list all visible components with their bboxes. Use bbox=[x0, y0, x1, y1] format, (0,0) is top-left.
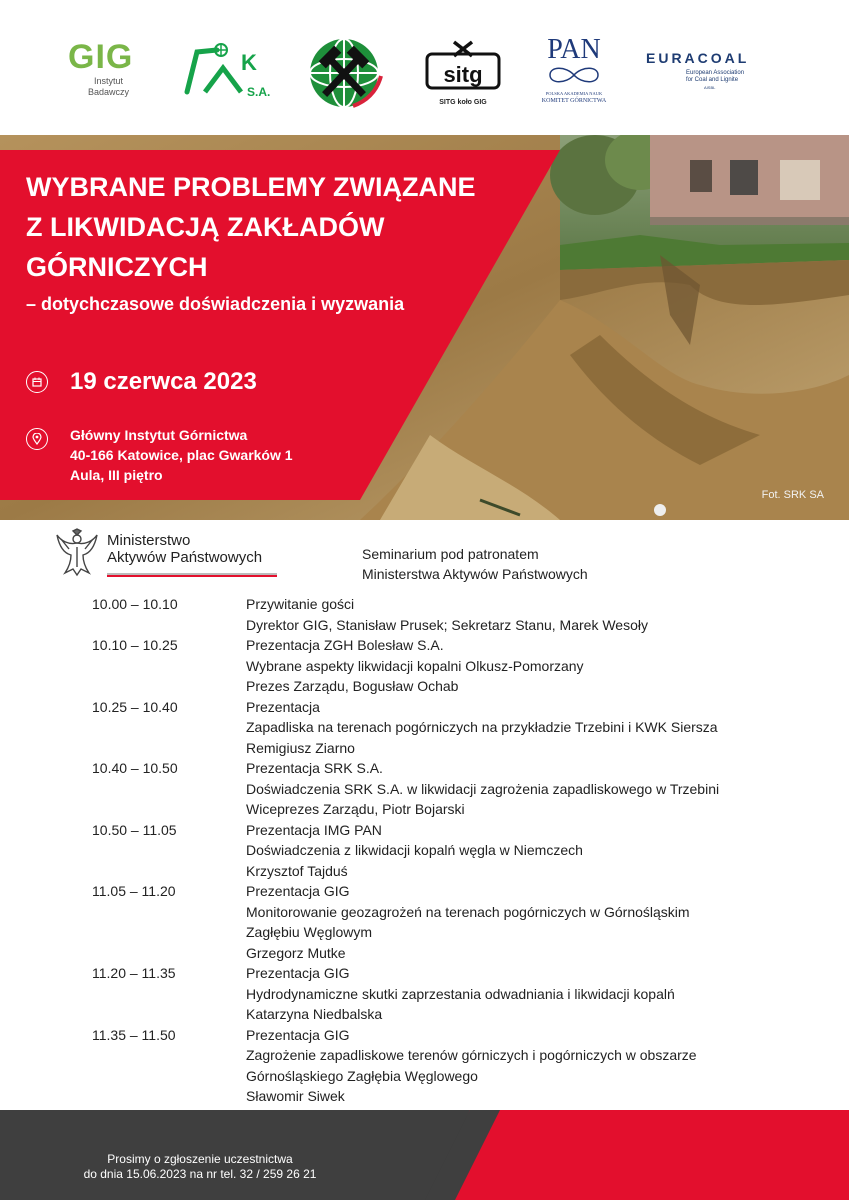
event-title bbox=[26, 167, 546, 287]
event-subtitle: – dotychczasowe doświadczenia i wyzwania bbox=[26, 294, 405, 314]
registration-line-1: Prosimy o zgłoszenie uczestnictwa bbox=[107, 1152, 293, 1166]
agenda-line: Prezentacja SRK S.A. bbox=[246, 760, 383, 776]
calendar-icon bbox=[26, 371, 48, 393]
pan-logo-line1: POLSKA AKADEMIA NAUK bbox=[545, 91, 603, 96]
gig-logo-line1: Instytut bbox=[94, 76, 124, 86]
agenda-line: Dyrektor GIG, Stanisław Prusek; Sekretarz Stanu, Marek Wesoły bbox=[246, 616, 648, 633]
agenda-details bbox=[246, 594, 648, 635]
agenda-line: Prezentacja ZGH Bolesław S.A. bbox=[246, 637, 444, 653]
agenda-time: 11.35 – 11.50 bbox=[92, 1026, 176, 1043]
agenda-item bbox=[92, 1025, 812, 1107]
event-date-row bbox=[26, 368, 257, 396]
agenda-item bbox=[92, 758, 812, 820]
agenda-time: 10.00 – 10.10 bbox=[92, 596, 178, 612]
agenda-line: Przywitanie gości bbox=[246, 596, 355, 612]
agenda-line: Wybrane aspekty likwidacji kopalni Olkusz-Pomorzany bbox=[246, 657, 584, 674]
patronage-line-1: Seminarium pod patronatem bbox=[362, 546, 539, 562]
agenda-line: Sławomir Siwek bbox=[246, 1088, 345, 1104]
event-date: 19 czerwca 2023 bbox=[70, 368, 257, 395]
agenda-item bbox=[92, 697, 812, 759]
agenda-line: Prezentacja GIG bbox=[246, 883, 350, 899]
agenda-line: Górnośląskiego Zagłębia Węglowego bbox=[246, 1067, 478, 1084]
agenda-details bbox=[246, 635, 584, 697]
infinity-icon bbox=[532, 64, 616, 86]
euracoal-logo-line1: European Association bbox=[686, 70, 745, 76]
ministry-name bbox=[107, 532, 262, 566]
agenda-line: Zagłębiu Węglowym bbox=[246, 924, 373, 940]
gig-logo-subtitle bbox=[88, 76, 129, 98]
agenda-line: Doświadczenia SRK S.A. w likwidacji zagrożenia zapadliskowego w Trzebini bbox=[246, 780, 720, 797]
partner-logos bbox=[0, 0, 849, 135]
euracoal-logo-line3: AISBL bbox=[704, 85, 716, 90]
euracoal-logo-tagline bbox=[646, 70, 796, 91]
agenda-line: Prezentacja bbox=[246, 698, 320, 715]
agenda-line: Prezentacja GIG bbox=[246, 965, 350, 981]
gig-logo bbox=[68, 40, 148, 100]
ministry-flag-stripe bbox=[107, 573, 277, 577]
agenda-item bbox=[92, 881, 812, 963]
agenda-line: Zagrożenie zapadliskowe terenów górniczych i pogórniczych w obszarze bbox=[246, 1047, 697, 1063]
srk-logo bbox=[183, 40, 283, 105]
pan-logo-mark: PAN bbox=[547, 34, 601, 65]
agenda-line: Hydrodynamiczne skutki zaprzestania odwadniania i likwidacji kopalń bbox=[246, 985, 675, 1002]
patronage-note bbox=[362, 544, 588, 584]
ministry-line-2: Aktywów Państwowych bbox=[107, 549, 263, 566]
agenda-time: 11.05 – 11.20 bbox=[92, 883, 176, 899]
agenda-line: Monitorowanie geozagrożeń na terenach pogórniczych w Górnośląskim bbox=[246, 903, 690, 920]
euracoal-logo-mark: EURACOAL bbox=[646, 50, 750, 66]
location-pin-icon bbox=[26, 428, 48, 450]
agenda-line: Remigiusz Ziarno bbox=[246, 739, 355, 756]
agenda-line: Prezentacja GIG bbox=[246, 1026, 350, 1043]
ministry-logo bbox=[55, 527, 285, 582]
event-location-row bbox=[26, 425, 293, 485]
agenda-item bbox=[92, 594, 812, 635]
agenda-line: Doświadczenia z likwidacji kopalń węgla w Niemczech bbox=[246, 842, 583, 858]
event-title-line-2: Z LIKWIDACJĄ ZAKŁADÓW bbox=[26, 212, 385, 242]
srk-logo-k: K bbox=[241, 50, 257, 75]
agenda-details bbox=[246, 963, 675, 1025]
agenda-item bbox=[92, 635, 812, 697]
agenda-line: Prezes Zarządu, Bogusław Ochab bbox=[246, 678, 459, 694]
mining-hammers-logo bbox=[305, 36, 383, 110]
agenda-line: Prezentacja IMG PAN bbox=[246, 821, 382, 838]
agenda-line: Grzegorz Mutke bbox=[246, 944, 346, 961]
event-location bbox=[70, 425, 293, 485]
photo-credit: Fot. SRK SA bbox=[761, 489, 824, 501]
agenda-item bbox=[92, 963, 812, 1025]
agenda-details bbox=[246, 820, 583, 882]
sitg-logo bbox=[424, 40, 502, 104]
agenda-line: Krzysztof Tajduś bbox=[246, 862, 348, 879]
event-title-line-1: WYBRANE PROBLEMY ZWIĄZANE bbox=[26, 172, 476, 202]
location-line-3: Aula, III piętro bbox=[70, 467, 163, 483]
agenda-time: 10.10 – 10.25 bbox=[92, 637, 178, 653]
agenda bbox=[92, 594, 812, 1127]
agenda-item bbox=[92, 820, 812, 882]
ministry-line-1: Ministerstwo bbox=[107, 532, 191, 549]
pan-logo bbox=[532, 36, 616, 108]
registration-line-2: do dnia 15.06.2023 na nr tel. 32 / 259 26 21 bbox=[83, 1167, 317, 1181]
agenda-line: Wiceprezes Zarządu, Piotr Bojarski bbox=[246, 801, 465, 817]
euracoal-logo-line2: for Coal and Lignite bbox=[686, 77, 739, 83]
gig-logo-line2: Badawczy bbox=[88, 87, 130, 97]
sitg-logo-mark: sitg bbox=[443, 62, 483, 87]
event-title-line-3: GÓRNICZYCH bbox=[26, 252, 208, 282]
srk-logo-graphic bbox=[183, 40, 283, 105]
patronage-line-2: Ministerstwa Aktywów Państwowych bbox=[362, 566, 588, 582]
agenda-details bbox=[246, 1025, 697, 1107]
hero-banner bbox=[0, 135, 849, 520]
agenda-details bbox=[246, 758, 719, 820]
agenda-details bbox=[246, 881, 690, 963]
agenda-time: 11.20 – 11.35 bbox=[92, 965, 176, 981]
location-line-1: Główny Instytut Górnictwa bbox=[70, 427, 248, 443]
polish-eagle-icon bbox=[55, 527, 99, 579]
agenda-time: 10.25 – 10.40 bbox=[92, 698, 178, 715]
agenda-line: Zapadliska na terenach pogórniczych na przykładzie Trzebini i KWK Siersza bbox=[246, 719, 718, 735]
agenda-time: 10.40 – 10.50 bbox=[92, 760, 178, 776]
agenda-line: Katarzyna Niedbalska bbox=[246, 1006, 383, 1022]
agenda-time: 10.50 – 11.05 bbox=[92, 821, 177, 838]
registration-note bbox=[0, 1152, 400, 1182]
sitg-logo-graphic bbox=[424, 40, 502, 90]
gig-logo-mark: GIG bbox=[68, 38, 134, 76]
hammers-globe-icon bbox=[305, 36, 383, 110]
pan-logo-line2: KOMITET GÓRNICTWA bbox=[541, 98, 607, 104]
agenda-details bbox=[246, 697, 718, 759]
location-line-2: 40-166 Katowice, plac Gwarków 1 bbox=[70, 447, 293, 463]
euracoal-logo bbox=[646, 50, 796, 95]
sitg-logo-caption: SITG koło GIG bbox=[439, 99, 487, 106]
srk-logo-suffix: S.A. bbox=[247, 85, 271, 99]
